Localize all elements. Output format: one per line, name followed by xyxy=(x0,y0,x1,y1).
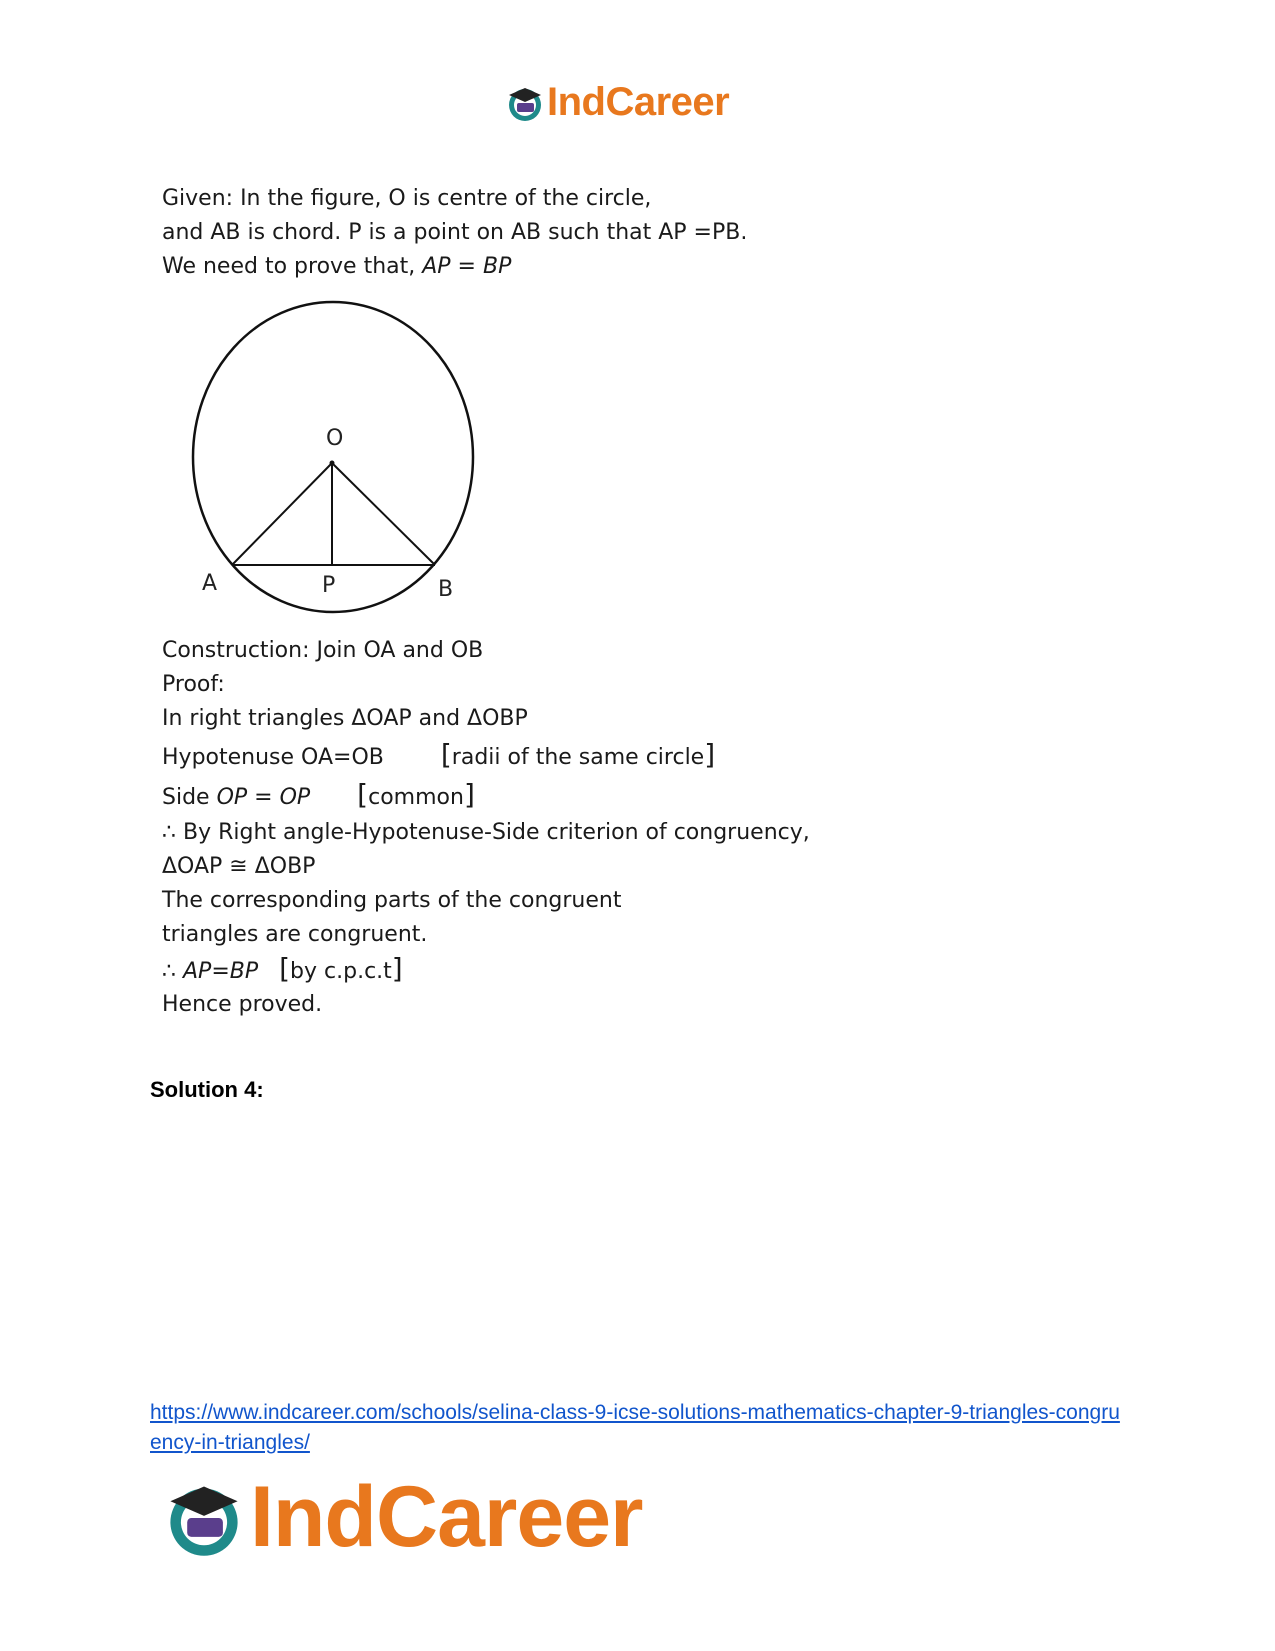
hence-proved: Hence proved. xyxy=(162,992,323,1017)
source-link[interactable]: https://www.indcareer.com/schools/selina-class-9-icse-solutions-mathematics-chapter-9-triangles-congruency-in-triangles/ xyxy=(150,1401,1120,1454)
graduation-cap-globe-icon xyxy=(162,1476,246,1560)
segment-ob xyxy=(332,463,435,565)
logo-wordmark: IndCareer xyxy=(547,80,730,124)
given-line-3-math: AP = BP xyxy=(422,254,512,279)
side-reason: common xyxy=(368,785,464,810)
corresponding-line-2: triangles are congruent. xyxy=(162,922,428,947)
construction-line: Construction: Join OA and OB xyxy=(162,638,484,663)
label-p: P xyxy=(322,573,336,598)
label-b: B xyxy=(438,577,454,602)
label-o: O xyxy=(326,426,344,451)
side-prefix: Side xyxy=(162,785,217,810)
rhs-line: ∴ By Right angle-Hypotenuse-Side criterion of congruency, xyxy=(162,820,810,845)
conclusion-math: AP=BP xyxy=(183,959,259,984)
conclusion-line: ∴ AP=BP [by c.p.c.t] xyxy=(162,952,403,985)
solution-heading: Solution 4: xyxy=(150,1077,264,1102)
side-line: Side OP = OP [common] xyxy=(162,778,475,811)
centre-point xyxy=(330,461,335,466)
footer-logo-wordmark: IndCareer xyxy=(250,1469,643,1565)
given-line-1: Given: In the figure, O is centre of the circle, xyxy=(162,186,652,211)
conclusion-reason: by c.p.c.t xyxy=(290,959,392,984)
circle-chord-figure xyxy=(180,300,500,630)
congruence-line: ΔOAP ≅ ΔOBP xyxy=(162,854,316,879)
hypotenuse-reason: radii of the same circle xyxy=(451,745,705,770)
proof-label: Proof: xyxy=(162,672,225,697)
given-line-3-text: We need to prove that, xyxy=(162,254,423,279)
given-line-3 xyxy=(162,254,511,279)
given-line-2: and AB is chord. P is a point on AB such that AP =PB. xyxy=(162,220,748,245)
segment-oa xyxy=(232,463,332,565)
graduation-cap-globe-icon xyxy=(505,83,545,123)
therefore-symbol: ∴ xyxy=(162,959,176,984)
footer-logo xyxy=(162,1468,643,1567)
hypotenuse-line: Hypotenuse OA=OB [radii of the same circle] xyxy=(162,738,716,771)
side-math: OP = OP xyxy=(216,785,311,810)
corresponding-line-1: The corresponding parts of the congruent xyxy=(162,888,622,913)
header-logo xyxy=(505,80,729,125)
label-a: A xyxy=(202,571,218,596)
hypotenuse-statement: Hypotenuse OA=OB xyxy=(162,745,384,770)
triangles-line: In right triangles ΔOAP and ΔOBP xyxy=(162,706,528,731)
